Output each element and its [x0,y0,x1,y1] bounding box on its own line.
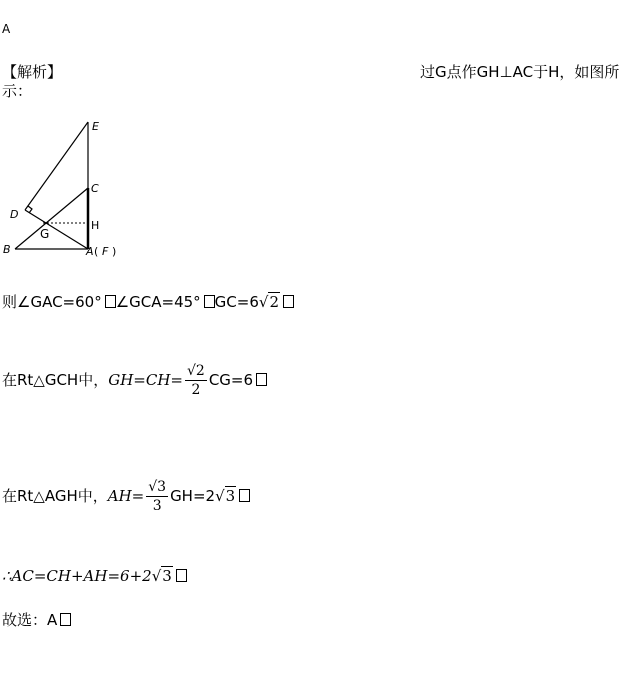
label-B: B [3,243,11,256]
svg-text:(: ( [94,245,99,258]
angle-gca: ∠GCA=45° [115,293,201,311]
geometry-figure [0,112,140,262]
ac-radicand: 3 [162,567,172,585]
label-C: C [91,182,99,195]
gch-frac-den: 2 [191,382,201,398]
agh-expr: AH= [107,487,145,505]
label-A: A [86,245,94,258]
svg-text:): ) [112,245,117,258]
step-ac: ∴AC=CH+AH=6+2√3 [2,567,187,585]
analysis-intro-cont: 示： [2,82,33,100]
analysis-intro: 过G点作GH⊥AC于H，如图所 [420,63,620,81]
analysis-label: 【解析】 [2,63,63,81]
gch-expr: GH=CH= [108,371,183,389]
step-agh: 在Rt△AGH中，AH= $\frac{√3}{3}$ GH=2√3 [2,478,250,515]
final-answer [2,609,71,630]
agh-frac-den: 3 [152,498,162,514]
angle-gac: 则∠GAC=60° [2,293,102,311]
step-gch [2,362,267,399]
label-E: E [92,120,99,133]
ac-expr: ∴AC=CH+AH=6+2 [2,567,152,585]
label-D: D [10,208,19,221]
gch-frac-num: √2 [186,363,205,379]
final-answer-text: 故选：A [2,611,58,629]
answer-letter: A [2,22,11,36]
gch-post: CG=6 [208,371,254,389]
label-F: F [102,245,109,258]
agh-frac-num: √3 [148,479,167,495]
agh-prefix: 在Rt△AGH中， [2,487,108,505]
label-G: G [40,227,50,241]
gc-value: GC=6 [214,293,259,311]
step-angles: 则∠GAC=60° ∠GCA=45° GC=6√2 [2,291,294,312]
gc-radicand: 2 [269,293,279,311]
gch-prefix: 在Rt△GCH中， [2,371,109,389]
agh-post: GH=2 [170,487,216,505]
label-H: H [91,219,100,232]
agh-radicand: 3 [225,487,236,505]
